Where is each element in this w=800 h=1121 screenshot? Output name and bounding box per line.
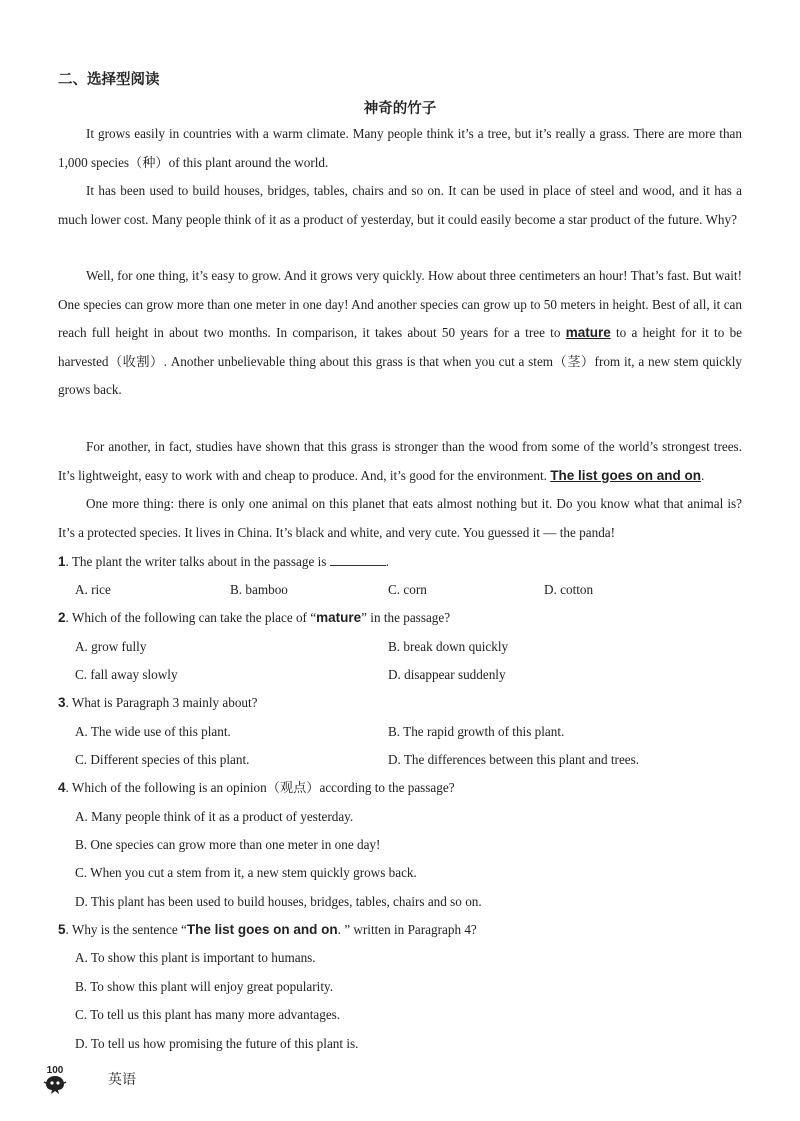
- question-bold-term: The list goes on and on: [186, 922, 338, 937]
- option: C. corn: [388, 582, 427, 597]
- question-text: . Which of the following is an opinion（观点）according to the passage?: [65, 780, 455, 795]
- paragraph-3: [58, 262, 742, 405]
- option: D. cotton: [544, 582, 594, 597]
- page-badge-icon: [40, 1062, 70, 1096]
- paragraph-5: One more thing: there is only one animal on this planet that eats almost nothing but it. Do you know what that animal is? It’s a protected species. It lives in China. It’s black and white, and very cute. You guessed it — the panda!: [58, 496, 742, 540]
- question-text-end: ” in the passage?: [361, 610, 451, 625]
- option: D. To tell us how promising the future of this plant is.: [75, 1036, 359, 1051]
- footer-logo: [40, 1062, 70, 1096]
- question-5: [58, 920, 748, 940]
- option: C. To tell us this plant has many more advantages.: [75, 1007, 341, 1022]
- passage-title: 神奇的竹子: [363, 101, 437, 117]
- paragraph-4-text-a: For another, in fact, studies have shown that this grass is stronger than the wood from some of the world’s strongest trees. It’s lightweight, easy to work with and cheap to produce. And, it’s good for the environment.: [58, 439, 742, 483]
- paragraph-1: It grows easily in countries with a warm climate. Many people think it’s a tree, but it’s really a grass. There are more than 1,000 species（种）of this plant around the world.: [58, 126, 742, 170]
- option: B. The rapid growth of this plant.: [388, 724, 565, 739]
- question-bold-term: mature: [316, 610, 362, 625]
- option: A. rice: [75, 582, 111, 597]
- question-2: [58, 608, 748, 628]
- question-number: 4: [58, 780, 66, 795]
- option: A. The wide use of this plant.: [75, 724, 231, 739]
- question-text: . The plant the writer talks about in the passage is: [65, 554, 327, 569]
- question-text: . What is Paragraph 3 mainly about?: [65, 695, 258, 710]
- answer-blank: [330, 551, 386, 566]
- question-3: [58, 693, 748, 713]
- question-number: 2: [58, 610, 66, 625]
- paragraph-4: [58, 433, 742, 490]
- question-number: 5: [58, 922, 66, 937]
- question-number: 1: [58, 554, 66, 569]
- option: B. One species can grow more than one meter in one day!: [75, 837, 381, 852]
- option: D. The differences between this plant and trees.: [388, 752, 640, 767]
- question-text: . Why is the sentence “: [65, 922, 187, 937]
- paragraph-2: It has been used to build houses, bridges, tables, chairs and so on. It can be used in place of steel and wood, and it has a much lower cost. Many people think of it as a product of yesterday, but it could easily become a star product of the future. Why?: [58, 183, 742, 227]
- option: B. bamboo: [230, 582, 288, 597]
- option: A. Many people think of it as a product of yesterday.: [75, 809, 354, 824]
- question-text-end: . ” written in Paragraph 4?: [337, 922, 477, 937]
- option: A. grow fully: [75, 639, 147, 654]
- page-number: 100: [46, 1065, 64, 1076]
- highlight-list-goes-on: The list goes on and on: [550, 467, 702, 483]
- question-number: 3: [58, 695, 66, 710]
- option: C. When you cut a stem from it, a new stem quickly grows back.: [75, 865, 417, 880]
- paragraph-4-text-b: .: [701, 467, 705, 483]
- paragraph-3-text-a: Well, for one thing, it’s easy to grow. And it grows very quickly. How about three centimeters an hour! That’s fast. But wait! One species can grow more than one meter in one day! And another species can grow up to 50 meters in height. Best of all, it can reach full height in about two months. In comparison, it takes about 50 years for a tree to: [58, 268, 742, 340]
- question-text: . Which of the following can take the place of “: [65, 610, 317, 625]
- footer-subject: 英语: [108, 1071, 136, 1087]
- option: C. fall away slowly: [75, 667, 178, 682]
- paragraph-3-text-b: to a height for it to be harvested（收割）. Another unbelievable thing about this grass is that when you cut a stem（茎）from it, a new stem quickly grows back.: [58, 325, 743, 397]
- question-4: [58, 778, 748, 798]
- option: B. break down quickly: [388, 639, 509, 654]
- option: B. To show this plant will enjoy great popularity.: [75, 979, 334, 994]
- option: D. disappear suddenly: [388, 667, 506, 682]
- option: A. To show this plant is important to humans.: [75, 950, 316, 965]
- option: D. This plant has been used to build houses, bridges, tables, chairs and so on.: [75, 894, 482, 909]
- question-text-end: .: [385, 554, 389, 569]
- highlight-mature: mature: [565, 325, 611, 340]
- question-1: [58, 551, 748, 572]
- option: C. Different species of this plant.: [75, 752, 250, 767]
- section-title: 二、选择型阅读: [58, 72, 160, 88]
